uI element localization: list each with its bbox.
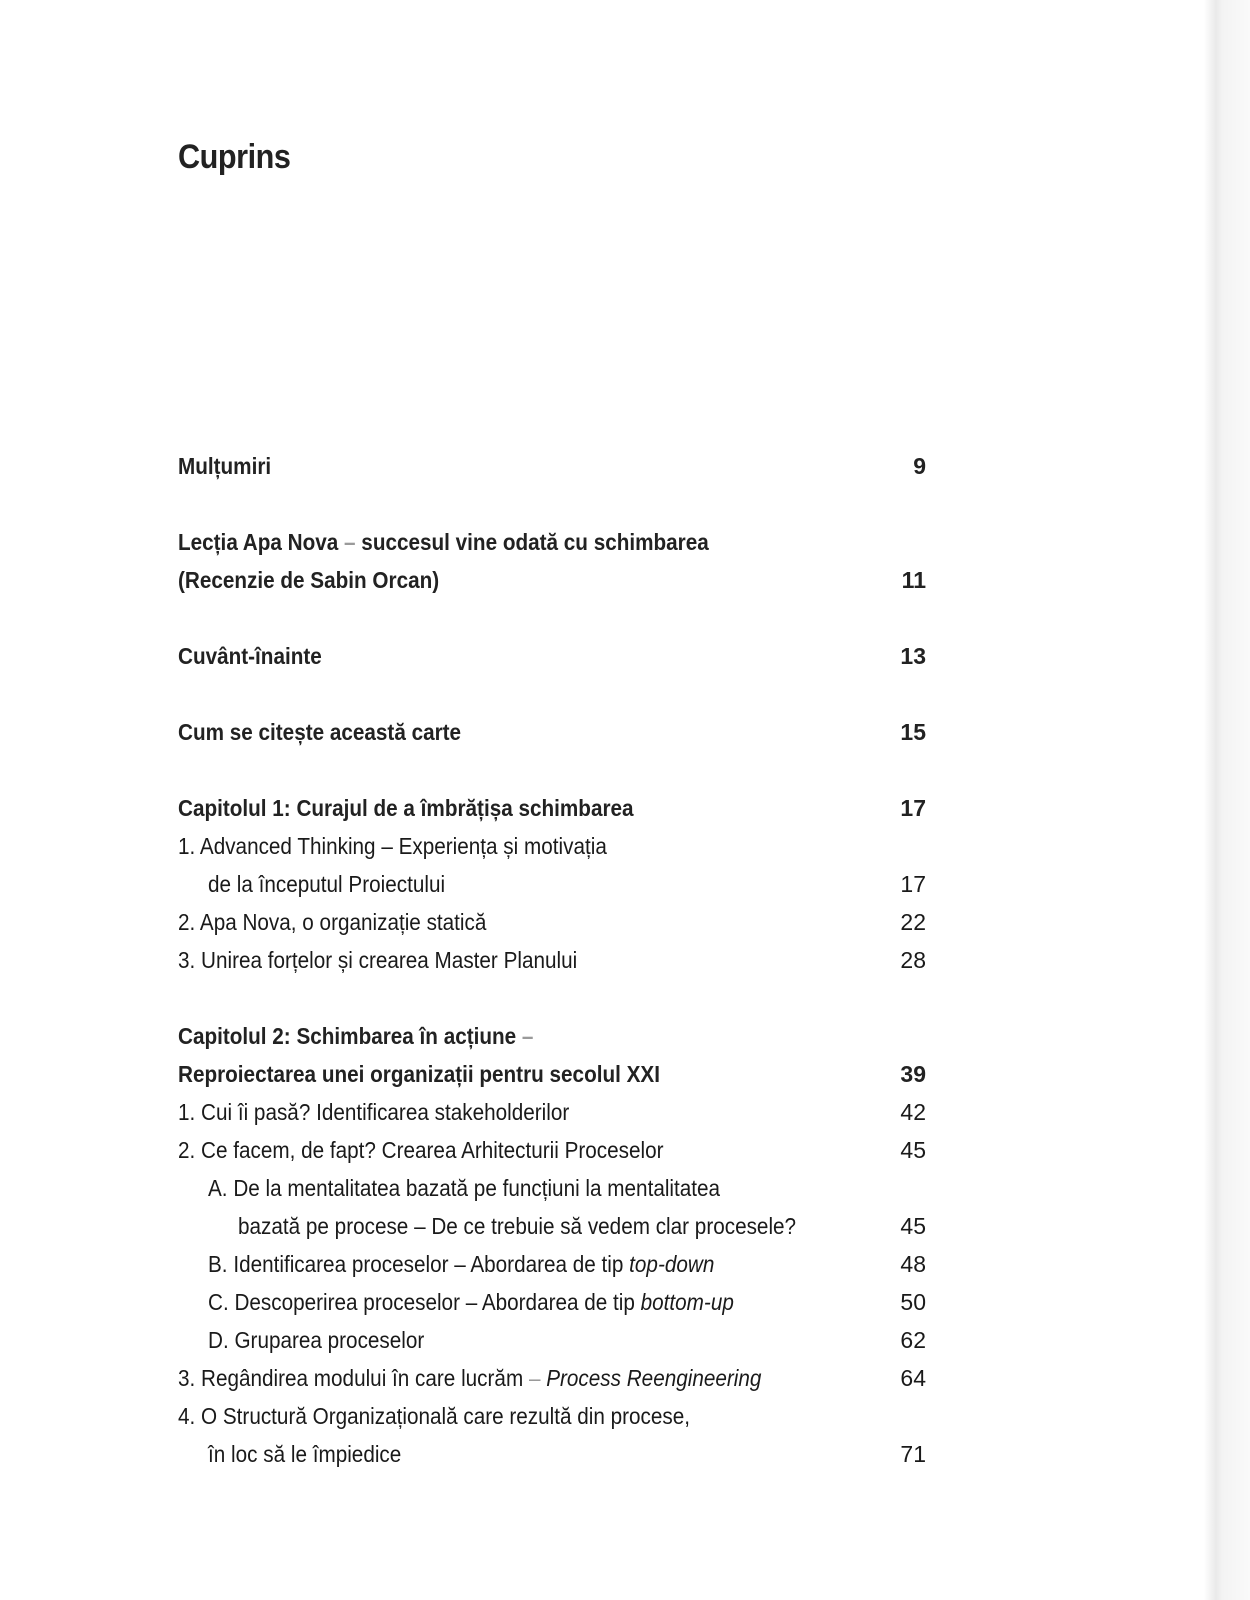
toc-entry-number: 3. — [178, 947, 196, 973]
toc-entry-number: 3. — [178, 1365, 196, 1391]
toc-entry-text: în loc să le împiedice — [208, 1441, 402, 1467]
toc-entry-text: bazată pe procese – De ce trebuie să vedem clar procesele? — [238, 1213, 797, 1239]
toc-entry-text: Regândirea modului în care lucrăm — [201, 1365, 524, 1391]
toc-entry-number: D. — [208, 1327, 229, 1353]
toc-entry-number: 1. — [178, 833, 196, 859]
toc-entry-text: Unirea forțelor și crearea Master Planului — [201, 947, 578, 973]
toc-entry-multumiri[interactable] — [178, 447, 926, 485]
toc-entry-number: 4. — [178, 1403, 196, 1429]
toc-page-number: 62 — [900, 1327, 926, 1353]
toc-entry-cuvant-inainte[interactable] — [178, 637, 926, 675]
toc-entry-number: 2. — [178, 1137, 196, 1163]
toc-entry-text: Capitolul 1: Curajul de a îmbrățișa schimbarea — [178, 795, 634, 821]
toc-entry-number: 1. — [178, 1099, 196, 1125]
toc-entry-2-2-b[interactable] — [178, 1245, 926, 1283]
toc-entry-2-2-a-cont[interactable] — [178, 1207, 926, 1245]
toc-entry-1-1[interactable] — [178, 827, 926, 865]
toc-entry-text: Cuvânt-înainte — [178, 643, 322, 669]
toc-entry-text-cont: succesul vine odată cu schimbarea — [361, 529, 709, 555]
toc-entry-capitolul-2[interactable] — [178, 1017, 926, 1055]
toc-entry-2-2-d[interactable] — [178, 1321, 926, 1359]
toc-page-number: 15 — [900, 719, 926, 745]
toc-entry-text: de la începutul Proiectului — [208, 871, 446, 897]
toc-entry-text: Apa Nova, o organizație statică — [199, 909, 487, 935]
toc-page-number: 39 — [900, 1061, 926, 1087]
toc-entry-text: Descoperirea proceselor – Abordarea de tip — [234, 1289, 635, 1315]
toc-entry-2-4-cont[interactable] — [178, 1435, 926, 1473]
toc-entry-capitolul-2-cont[interactable] — [178, 1055, 926, 1093]
page-edge-shadow — [1204, 0, 1250, 1600]
toc-entry-number: B. — [208, 1251, 228, 1277]
toc-entry-1-1-cont[interactable] — [178, 865, 926, 903]
toc-entry-2-3[interactable] — [178, 1359, 926, 1397]
toc-entry-2-4[interactable] — [178, 1397, 926, 1435]
toc-entry-text: Mulțumiri — [178, 453, 272, 479]
toc-dash: – — [521, 1023, 534, 1049]
toc-entry-number: A. — [208, 1175, 228, 1201]
toc-entry-capitolul-1[interactable] — [178, 789, 926, 827]
toc-entry-italic: Process Reengineering — [546, 1365, 762, 1391]
toc-page-number: 17 — [900, 795, 926, 821]
table-of-contents — [178, 447, 926, 1473]
toc-entry-1-3[interactable] — [178, 941, 926, 979]
toc-entry-2-2-a[interactable] — [178, 1169, 926, 1207]
toc-page-number: 11 — [901, 567, 926, 593]
toc-entry-italic: bottom-up — [640, 1289, 734, 1315]
toc-page-number: 48 — [900, 1251, 926, 1277]
toc-page-number: 64 — [900, 1365, 926, 1391]
toc-page-number: 50 — [900, 1289, 926, 1315]
toc-entry-text: De la mentalitatea bazată pe funcțiuni la mentalitatea — [233, 1175, 721, 1201]
toc-entry-text: Capitolul 2: Schimbarea în acțiune — [178, 1023, 517, 1049]
toc-entry-1-2[interactable] — [178, 903, 926, 941]
toc-entry-text: Reproiectarea unei organizații pentru secolul XXI — [178, 1061, 660, 1087]
toc-entry-text: (Recenzie de Sabin Orcan) — [178, 567, 440, 593]
toc-entry-text: Advanced Thinking – Experiența și motivația — [199, 833, 607, 859]
toc-entry-text: Cum se citește această carte — [178, 719, 462, 745]
toc-entry-text: O Structură Organizațională care rezultă din procese, — [201, 1403, 691, 1429]
toc-entry-recenzie[interactable] — [178, 561, 926, 599]
toc-entry-text: Lecția Apa Nova — [178, 529, 339, 555]
toc-entry-text: Cui îi pasă? Identificarea stakeholderilor — [201, 1099, 570, 1125]
toc-entry-italic: top-down — [629, 1251, 715, 1277]
toc-page-number: 17 — [900, 871, 926, 897]
toc-page-number: 13 — [900, 643, 926, 669]
toc-entry-number: 2. — [178, 909, 196, 935]
toc-dash: – — [528, 1365, 541, 1391]
toc-page-number: 45 — [900, 1137, 926, 1163]
document-page — [178, 0, 926, 1600]
page-title: Cuprins — [178, 138, 291, 176]
toc-page-number: 28 — [900, 947, 926, 973]
toc-entry-text: Gruparea proceselor — [234, 1327, 425, 1353]
toc-page-number: 45 — [900, 1213, 926, 1239]
toc-entry-2-2-c[interactable] — [178, 1283, 926, 1321]
toc-page-number: 71 — [900, 1441, 926, 1467]
toc-page-number: 42 — [900, 1099, 926, 1125]
toc-dash: – — [344, 529, 356, 555]
toc-page-number: 22 — [900, 909, 926, 935]
toc-entry-2-2[interactable] — [178, 1131, 926, 1169]
toc-entry-2-1[interactable] — [178, 1093, 926, 1131]
toc-page-number: 9 — [913, 453, 926, 479]
toc-entry-lectia-apa-nova[interactable] — [178, 523, 926, 561]
toc-entry-text: Ce facem, de fapt? Crearea Arhitecturii Proceselor — [201, 1137, 664, 1163]
toc-entry-text: Identificarea proceselor – Abordarea de tip — [233, 1251, 624, 1277]
toc-entry-number: C. — [208, 1289, 229, 1315]
toc-entry-cum-se-citeste[interactable] — [178, 713, 926, 751]
